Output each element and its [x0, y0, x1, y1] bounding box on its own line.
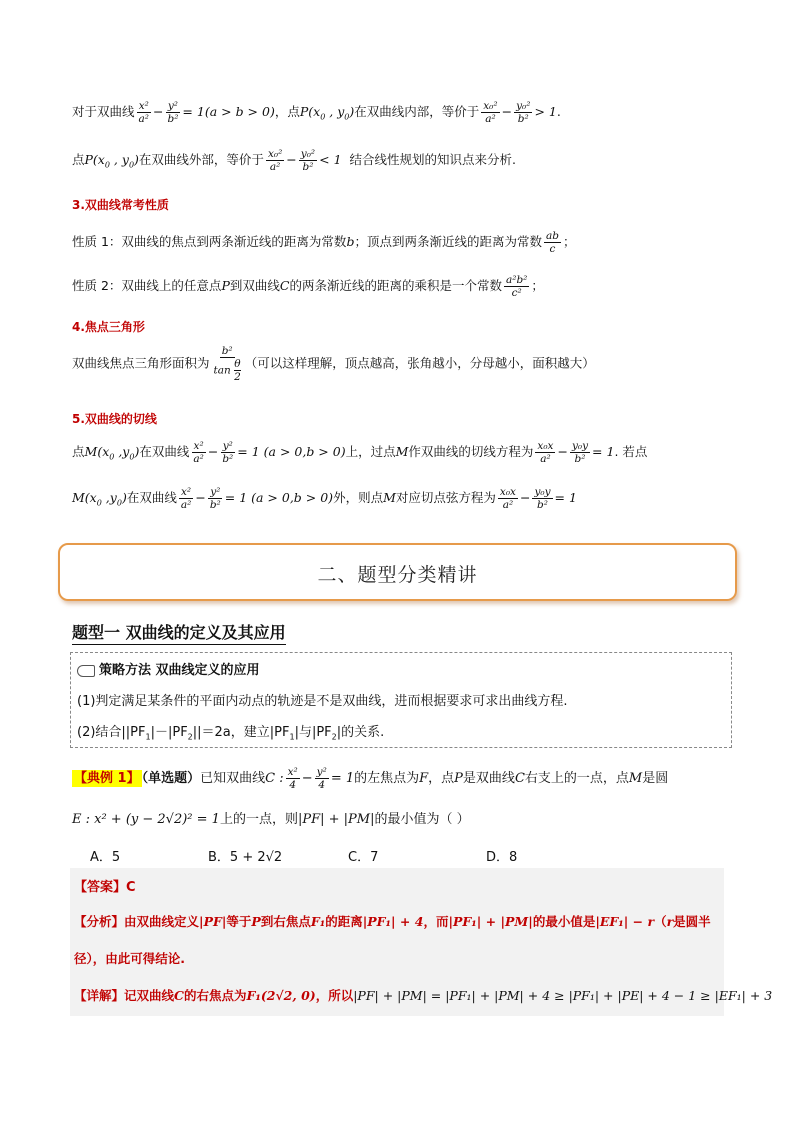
strategy-title: 策略方法 双曲线定义的应用 [77, 659, 260, 678]
heading-tangent: 5.双曲线的切线 [72, 412, 157, 426]
answer-box [70, 868, 773, 1016]
heading-focal-triangle: 4.焦点三角形 [72, 320, 145, 334]
option-c[interactable]: C．7 [348, 850, 379, 865]
topic-title: 题型一 双曲线的定义及其应用 [72, 620, 286, 645]
tangent-line-1: 点$M(x_0$ $,y_0$)在双曲线 $\frac{\text{x²}}{\text{a²}}$ − $\frac{\text{y²}}{\text{b²}}$ = 1 (a > 0,b > 0)上，过点M作双曲线的切线方程为 $\frac{\text{x₀x}}{\text{a²}}$ − $\frac{\text{y₀y}}{\text{b²}}$ = 1. 若点 [72, 440, 648, 466]
section-heading: 二、题型分类精讲 [317, 564, 478, 586]
property-2: 性质 2：双曲线上的任意点P到双曲线C的两条渐近线的距离的乘积是一个常数 $\frac{\text{a²b²}}{\text{c²}}$ ； [72, 274, 544, 300]
analysis-line-1: 【分析】由双曲线定义|PF|等于P到右焦点F₁的距离|PF₁| + 4，而|PF₁| + |PM|的最小值是|EF₁| − r（r是圆半 [74, 914, 711, 929]
option-a[interactable]: A．5 [90, 850, 121, 865]
detail-line: 【详解】记双曲线C的右焦点为F₁(2√2, 0)，所以|PF| + |PM| = |PF₁| + |PM| + 4 ≥ |PF₁| + |PE| + 4 − 1 ≥ |EF₁| + 3 [74, 988, 773, 1003]
analysis-line-2: 径），由此可得结论. [74, 951, 185, 966]
example-question-cont: E : x² + (y − 2√2)² = 1上的一点，则|PF| + |PM|的最小值为（ ） [72, 812, 470, 827]
example-question: 【典例 1】 （单选题）已知双曲线C : $\frac{\text{x²}}{4}$ − $\frac{\text{y²}}{4}$ = 1的左焦点为F，点P是双曲线C右支上的一点，点M是圆 [74, 766, 669, 792]
condition-outside-line: 点$P(x_0$ , $y_0$)在双曲线外部，等价于 $\frac{\text{x₀²}}{\text{a²}}$ − $\frac{\text{y₀²}}{\text{b²}}$ < 1 结合线性规划的知识点来分析. [72, 148, 516, 174]
example-tag: 【典例 1】 [74, 771, 140, 787]
option-d[interactable]: D．8 [486, 850, 518, 865]
condition-inside-line: 对于双曲线 $\frac{\text{x²}}{\text{a²}}$ − $\frac{\text{y²}}{\text{b²}}$ = 1(a > b > 0)，点$P(x_0$ , $y_0$)在双曲线内部，等价于 $\frac{\text{x₀²}}{\text{a²}}$ − $\frac{\text{y₀²}}{\text{b²}}$ > 1. [72, 100, 561, 126]
section-heading-box [58, 543, 737, 601]
heading-properties: 3.双曲线常考性质 [72, 198, 169, 212]
option-b[interactable]: B．5 + 2√2 [208, 850, 283, 865]
strategy-box [70, 652, 732, 748]
answer-label: 【答案】C [74, 880, 136, 895]
focal-triangle-area: 双曲线焦点三角形面积为 b² tan $\frac{\theta}{2}$ （可以这样理解，顶点越高，张角越小，分母越小，面积越大） [72, 345, 595, 384]
property-1: 性质 1：双曲线的焦点到两条渐近线的距离为常数b；顶点到两条渐近线的距离为常数 $\frac{ab}{c}$ ； [72, 230, 576, 256]
pointing-hand-icon [77, 665, 95, 677]
strategy-line-2: (2)结合$||PF_1|-|PF_2||=2a$，建立$|PF_1|$与$|PF_2|$的关系. [77, 725, 385, 742]
strategy-line-1: (1)判定满足某条件的平面内动点的轨迹是不是双曲线，进而根据要求可求出曲线方程. [77, 694, 568, 709]
tangent-line-2: $M(x_0$ $,y_0$)在双曲线 $\frac{\text{x²}}{\text{a²}}$ − $\frac{\text{y²}}{\text{b²}}$ = 1 (a > 0,b > 0)外，则点M对应切点弦方程为 $\frac{\text{x₀x}}{\text{a²}}$ − $\frac{\text{y₀y}}{\text{b²}}$ = 1 [72, 486, 577, 512]
